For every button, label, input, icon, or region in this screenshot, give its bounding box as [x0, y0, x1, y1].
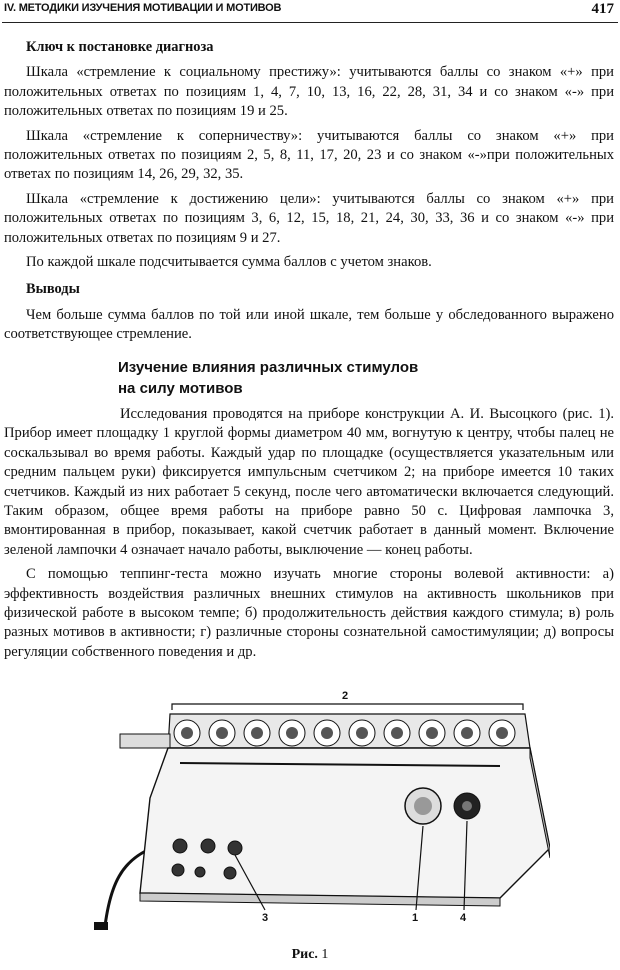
section-paragraph-2: С помощью теппинг-теста можно изучать многие стороны волевой активности: а) эффективность воздействия различных внешних стимулов на активность школьников при физической работе в высоком темпе; б) продолжительность действия каждого стимула; в) роль разных мотивов в активности; г) различные стороны сознательной самостимуляции; д) вопросы регуляции собственного поведения и др.: [4, 566, 614, 660]
running-head: IV. МЕТОДИКИ ИЗУЧЕНИЯ МОТИВАЦИИ И МОТИВОВ: [4, 2, 282, 14]
key-paragraph-1: Шкала «стремление к социальному престижу»: учитываются баллы со знаком «+» при положительных ответах по позициям 1, 4, 7, 10, 13, 16, 22, 28, 31, 34 и со знаком «-» при положительных ответах по позициям 19 и 25.: [4, 64, 614, 120]
section-title: [118, 357, 498, 399]
section-title-line-1: Изучение влияния различных стимулов: [118, 359, 419, 376]
page-number: 417: [591, 1, 614, 17]
section-title-line-2: на силу мотивов: [118, 380, 243, 397]
figure-label-2: 2: [342, 690, 349, 702]
conclusions-heading: Выводы: [26, 281, 80, 298]
figure-label-4: 4: [460, 912, 467, 924]
tapping-device-illustration: [80, 688, 550, 938]
caption-number: 1: [321, 947, 329, 962]
key-paragraph-4: По каждой шкале подсчитывается сумма баллов с учетом знаков.: [26, 254, 432, 271]
figure-caption: [0, 947, 620, 963]
key-heading: Ключ к постановке диагноза: [26, 39, 214, 55]
figure-label-3: 3: [262, 912, 269, 924]
section-body: [4, 405, 614, 667]
figure-label-1: 1: [412, 912, 419, 924]
key-section: [4, 38, 614, 350]
key-paragraph-3: Шкала «стремление к достижению цели»: учитываются баллы со знаком «+» при положительных ответах по позициям 3, 6, 12, 15, 18, 21, 24, 30, 33, 36 и со знаком «-» при положительных ответах по позициям 9 и 27.: [4, 190, 614, 246]
header-rule: [2, 22, 618, 23]
key-paragraph-2: Шкала «стремление к соперничеству»: учитываются баллы со знаком «+» при положительных ответах по позициям 2, 5, 8, 11, 17, 20, 23 и со знаком «-»при положительных ответах по позициям 14, 26, 29, 32, 35.: [4, 127, 614, 183]
device-figure: [80, 688, 550, 938]
caption-prefix: Рис.: [291, 947, 318, 962]
conclusions-paragraph: Чем больше сумма баллов по той или иной шкале, тем больше у обследованного выражено соответствующее стремление.: [4, 306, 614, 343]
section-paragraph-1: Исследования проводятся на приборе конструкции А. И. Высоцкого (рис. 1). Прибор имеет площадку 1 круглой формы диаметром 40 мм, вогнутую к центру, чтобы палец не соскальзывал во время работы. Каждый удар по площадке (осуществляется указательным или средним пальцем руки) фиксируется импульсным счетчиком 2; на приборе имеется 10 таких счетчиков. Каждый из них работает 5 секунд, после чего автоматически включается следующий. Таким образом, общее время работы на приборе равно 50 с. Цифровая лампочка 3, вмонтированная в прибор, показывает, какой счетчик работает в данный момент. Включение зеленой лампочки 4 означает начало работы, выключение — конец работы.: [4, 406, 614, 558]
